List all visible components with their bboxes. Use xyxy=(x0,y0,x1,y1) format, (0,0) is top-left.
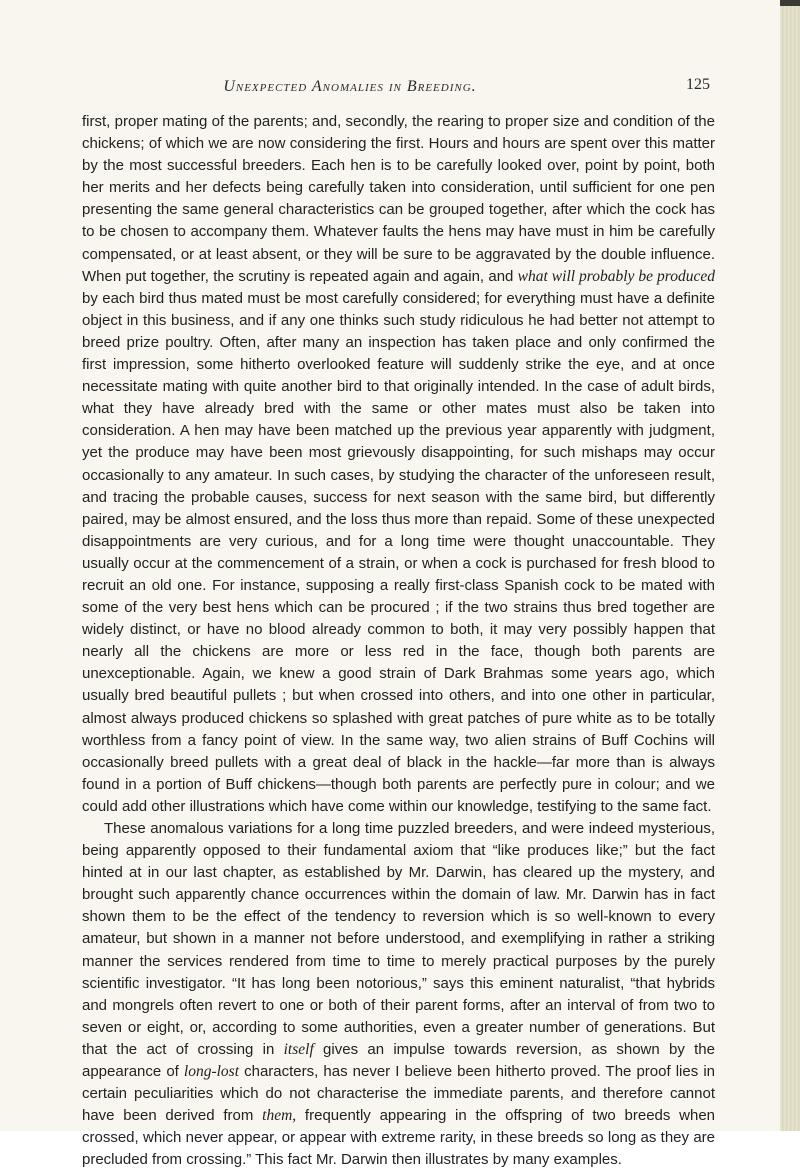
paragraph-2-text-d: frequently appearing in the offspring of two breeds when crossed, which never appear, or appear with extreme rarity, in these breeds so long as they are precluded from crossing.” This fact Mr. Darwin then illustrates by many examples. xyxy=(82,1107,716,1169)
body-text xyxy=(82,111,715,1172)
running-head: Unexpected Anomalies in Breeding. xyxy=(223,78,477,95)
paragraph-1-text-a: first, proper mating of the parents; and, secondly, the rearing to proper size and condition of the chickens; of which we are now considering the first. Hours and hours are spent over this matter by the most successful breeders. Each hen is to be carefully looked over, point by point, both her merits and her defects being carefully taken into consideration, until sufficient for one pen presenting the same general characteristics can be grouped together, after which the cock has to be chosen to accompany them. Whatever faults the hens may have must in him be carefully compensated, or at least absent, or they will be sure to be aggravated by the double influence. When put together, the scrutiny is repeated again and again, and xyxy=(82,113,715,285)
page-edge-stack xyxy=(780,0,800,1131)
page-edge-corner xyxy=(780,0,800,6)
paragraph-1-italic-phrase: what will probably be produced xyxy=(517,267,715,285)
paragraph-1-text-b: by each bird thus mated must be most carefully considered; for everything must have a definite object in this business, and if any one thinks such study ridiculous he had better not attempt to breed prize poultry. Often, after many an inspection has taken place and only confirmed the first impression, some hitherto overlooked feature will suddenly strike the eye, and at once necessitate mating with quite another bird to that originally intended. In the case of adult birds, what they have already bred with the same or other mates must also be taken into consideration. A hen may have been matched up the previous year apparently with judgment, yet the produce may have been most grievously disappointing, for such mishaps may occur occasionally to any amateur. In such cases, by studying the character of the unforeseen result, and tracing the probable causes, success for next season with the same bird, but differently paired, may be almost ensured, and the loss thus more than repaid. Some of these unexpected disappointments are very curious, and for a long time were thought unaccountable. They usually occur at the commencement of a strain, or when a cock is purchased for fresh blood to recruit an old one. For instance, supposing a really first-class Spanish cock to be mated with some of the very best hens which can be procured ; if the two strains thus bred together are widely distinct, or have no blood already common to both, it may very possibly happen that nearly all the chickens are more or less red in the face, though both parents are unexceptionable. Again, we knew a good strain of Dark Brahmas some years ago, which usually bred beautiful pullets ; but when crossed into others, and into one other in particular, almost always produced chickens so splashed with great patches of pure white as to be totally worthless from a fancy point of view. In the same way, two alien strains of Buff Cochins will occasionally breed pullets with a great deal of black in the hackle—far more than is always found in a portion of Buff chickens—though both parents are perfectly pure in colour; and we could add other illustrations which have come within our knowledge, testifying to the same fact. xyxy=(82,289,715,815)
paragraph-2 xyxy=(82,818,715,1172)
paragraph-2-text-c: characters, has never I believe been hitherto proved. The proof lies in certain peculiarities which do not characterise the immediate parents, and therefore cannot have been derived from xyxy=(82,1063,715,1125)
paragraph-1 xyxy=(82,111,715,818)
paragraph-2-text-a: These anomalous variations for a long time puzzled breeders, and were indeed mysterious, being apparently opposed to their fundamental axiom that “like produces like;” but the fact hinted at in our last chapter, as established by Mr. Darwin, has cleared up the mystery, and brought such apparently chance occurrences within the domain of law. Mr. Darwin has in fact shown them to be the effect of the tendency to reversion which is so well-known to every amateur, but shown in a manner not before understood, and exemplifying in rather a striking manner the services rendered from time to time to merely practical purposes by the purely scientific investigator. “It has long been notorious,” says this eminent naturalist, “that hybrids and mongrels often revert to one or both of their parent forms, after an interval of from two to seven or eight, or, according to some authorities, even a greater number of generations. But that the act of crossing in xyxy=(82,820,715,1058)
paragraph-2-italic-long-lost: long-lost xyxy=(183,1063,240,1081)
paragraph-2-italic-itself: itself xyxy=(283,1040,314,1058)
paragraph-2-text-b: gives an impulse towards reversion, as shown by the appearance of xyxy=(82,1040,715,1081)
paragraph-2-italic-them: them, xyxy=(262,1107,297,1125)
page-number: 125 xyxy=(686,76,710,93)
